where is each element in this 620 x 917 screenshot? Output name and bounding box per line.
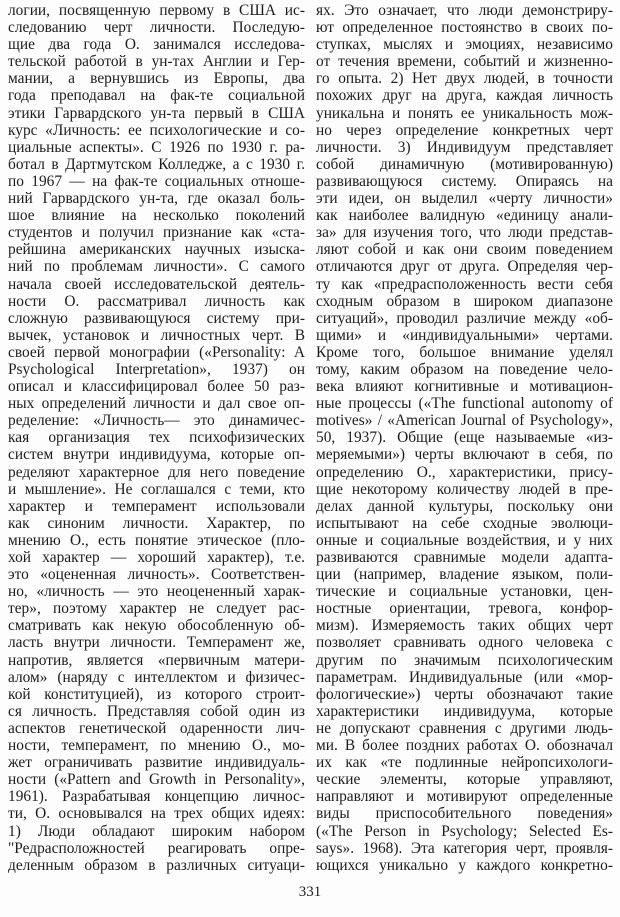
text-line: уникальна и понять ее уникальность мож- [316, 104, 613, 122]
text-line: деленным образом в различных ситуаци- [8, 856, 305, 874]
text-line: позволяет сравнивать одного человека с [316, 634, 613, 652]
text-line: щие некоторому количеству людей в пре- [316, 480, 613, 498]
text-line: ности О. рассматривал личность как [8, 292, 305, 310]
text-line: развиваются сравнимые модели адапта- [316, 549, 613, 566]
text-line: тому, каким образом на поведение чело- [316, 360, 613, 378]
text-line: виды приспособительного поведения» [316, 805, 613, 823]
text-line: вычек, установок и личностных черт. В [8, 326, 305, 344]
text-line: циальные аспекты». С 1926 по 1930 г. ра- [8, 138, 305, 156]
text-line: не допускают сравнения с другими людь- [316, 719, 613, 737]
text-line: параметрам. Индивидуальные (или «мор- [316, 668, 613, 686]
text-line: по 1967 — на фак-те социальных отноше- [8, 172, 305, 190]
text-line: отличаются друг от друга. Определяя чер- [316, 258, 613, 276]
text-line: направляют и мотивируют определенные [316, 788, 613, 806]
text-line: сходным образом в широком диапазоне [316, 292, 613, 310]
text-line: эти идеи, он выделил «черту личности» [316, 190, 613, 208]
text-line: ющихся уникально у каждого конкретно- [316, 856, 613, 874]
text-line: собой динамичную (мотивированную) [316, 155, 613, 173]
text-line: характер и темперамент использовали [8, 497, 305, 515]
text-line: за» для изучения того, что люди представ- [316, 224, 613, 242]
text-line: описал и классифицировал более 50 раз- [8, 378, 305, 396]
left-text-column [8, 2, 305, 874]
text-line: личности. 3) Индивидуум представляет [316, 138, 613, 156]
text-line: ные процессы («The functional autonomy of [316, 395, 613, 413]
text-line: тер», поэтому характер не следует рас- [8, 600, 305, 618]
text-line: ний Гарвардского ун-та, где оказал боль- [8, 190, 305, 208]
text-line: («The Person in Psychology; Selected Es- [316, 822, 613, 840]
text-line: сматривать как некую обособленную об- [8, 617, 305, 635]
text-line: от течения времени, событий и жизненно- [316, 53, 613, 71]
page-number: 331 [298, 884, 322, 900]
text-line: кая организация тех психофизических [8, 429, 305, 447]
text-line: их как «те подлинные нейропсихологи- [316, 754, 613, 772]
text-line: логии, посвященную первому в США ис- [8, 2, 305, 19]
text-line: 1961). Разрабатывая концепцию личнос- [8, 788, 305, 806]
right-text-column [316, 2, 613, 874]
text-line: но, «личность — это неоцененный харак- [8, 583, 305, 601]
text-line: ступках, мыслях и эмоциях, независимо [316, 36, 613, 54]
text-line: ту как «предрасположенность вести себя [316, 275, 613, 293]
text-line: кой конституцией), из которого строит- [8, 685, 305, 703]
text-line: как наиболее валидную «единицу анали- [316, 207, 613, 225]
text-line: ности («Pattern and Growth in Personality», [8, 771, 305, 789]
text-line: ческие элементы, которые управляют, [316, 771, 613, 789]
text-line: ляют собой и как они своим поведением [316, 241, 613, 259]
text-line: другим по значимым психологическим [316, 651, 613, 669]
text-line: ют определенное постоянство в своих по- [316, 19, 613, 37]
text-line: рейшина американских научных изыска- [8, 241, 305, 259]
text-line: систем внутри индивидуума, которые оп- [8, 446, 305, 464]
text-line: ботал в Дартмутском Колледже, а с 1930 г. [8, 155, 305, 173]
text-line: мании, а вернувшись из Европы, два [8, 70, 305, 88]
text-line: хой характер — хороший характер), т.е. [8, 549, 305, 566]
text-line: ний по проблемам личности». С самого [8, 258, 305, 276]
text-line: Кроме того, большое внимание уделял [316, 343, 613, 361]
text-line: ределяют характерное для него поведение [8, 463, 305, 481]
text-line: ределение: «Личность— это динамичес- [8, 412, 305, 430]
text-line: ти, О. основывался на трех общих идеях: [8, 805, 305, 823]
text-line: алом» (наряду с интеллектом и физичес- [8, 668, 305, 686]
text-line: испытывают на себе сходные эволюци- [316, 514, 613, 532]
text-line: motives» / «American Journal of Psychology», [316, 412, 613, 430]
text-line: онные и социальные воздействия, и у них [316, 531, 613, 549]
text-line: ности, темперамент, по мнению О., мо- [8, 737, 305, 755]
text-line: определению О., характеристики, прису- [316, 463, 613, 481]
text-line: этики Гарвардского ун-та первый в США [8, 104, 305, 122]
text-line: ся личность. Представляя собой один из [8, 702, 305, 720]
text-line: студентов и получил признание как «ста- [8, 224, 305, 242]
text-line: ях. Это означает, что люди демонстриру- [316, 2, 613, 19]
text-line: как синоним личности. Характер, по [8, 514, 305, 532]
text-line: ми. В более поздних работах О. обозначал [316, 737, 613, 755]
text-line: щими» и «индивидуальными» чертами. [316, 326, 613, 344]
text-line: года преподавал на фак-те социальной [8, 87, 305, 105]
text-line: напротив, является «первичным матери- [8, 651, 305, 669]
text-line: ностные ориентации, тревога, конфор- [316, 600, 613, 618]
text-line: это «оцененная личность». Соответствен- [8, 566, 305, 584]
text-line: начала своей исследовательской деятель- [8, 275, 305, 293]
text-line: жет ограничивать развитие индивидуаль- [8, 754, 305, 772]
text-line: фологические») черты обозначают такие [316, 685, 613, 703]
text-line: 50, 1937). Общие (еще называемые «из- [316, 429, 613, 447]
text-line: says». 1968). Эта категория черт, проявля- [316, 839, 613, 857]
text-line: характеристики индивидуума, которые [316, 702, 613, 720]
text-line: ных определений личности и дал свое оп- [8, 395, 305, 413]
text-line: мнению О., есть понятие этическое (пло- [8, 531, 305, 549]
text-line: тические и социальные установки, цен- [316, 583, 613, 601]
text-line: курс «Личность: ее психологические и со- [8, 121, 305, 139]
text-line: щие два года О. занимался исследова- [8, 36, 305, 54]
text-line: 1) Люди обладают широким набором [8, 822, 305, 840]
text-line: ции (например, владение языком, поли- [316, 566, 613, 584]
text-line: Psychological Interpretation», 1937) он [8, 360, 305, 378]
text-line: делах данной культуры, поскольку они [316, 497, 613, 515]
text-line: своей первой монографии («Personality: A [8, 343, 305, 361]
text-line: аспектов генетической одаренности лич- [8, 719, 305, 737]
text-line: меряемыми») черты включают в себя, по [316, 446, 613, 464]
text-line: но через определение конкретных черт [316, 121, 613, 139]
text-line: сложную развивающуюся систему при- [8, 309, 305, 327]
text-line: следованию черт личности. Последую- [8, 19, 305, 37]
text-line: мизм). Измеряемость таких общих черт [316, 617, 613, 635]
text-line: шое влияние на несколько поколений [8, 207, 305, 225]
text-line: го опыта. 2) Нет двух людей, в точности [316, 70, 613, 88]
text-line: и мышление». Не соглашался с теми, кто [8, 480, 305, 498]
text-line: ласть внутри личности. Темперамент же, [8, 634, 305, 652]
text-line: тельской работой в ун-тах Англии и Гер- [8, 53, 305, 71]
text-line: ситуаций», проводил различие между «об- [316, 309, 613, 327]
text-line: века влияют когнитивные и мотивацион- [316, 378, 613, 396]
text-line: развивающуюся систему. Опираясь на [316, 172, 613, 190]
text-line: "Редрасположностей реагировать опре- [8, 839, 305, 857]
text-line: похожих друг на друга, каждая личность [316, 87, 613, 105]
